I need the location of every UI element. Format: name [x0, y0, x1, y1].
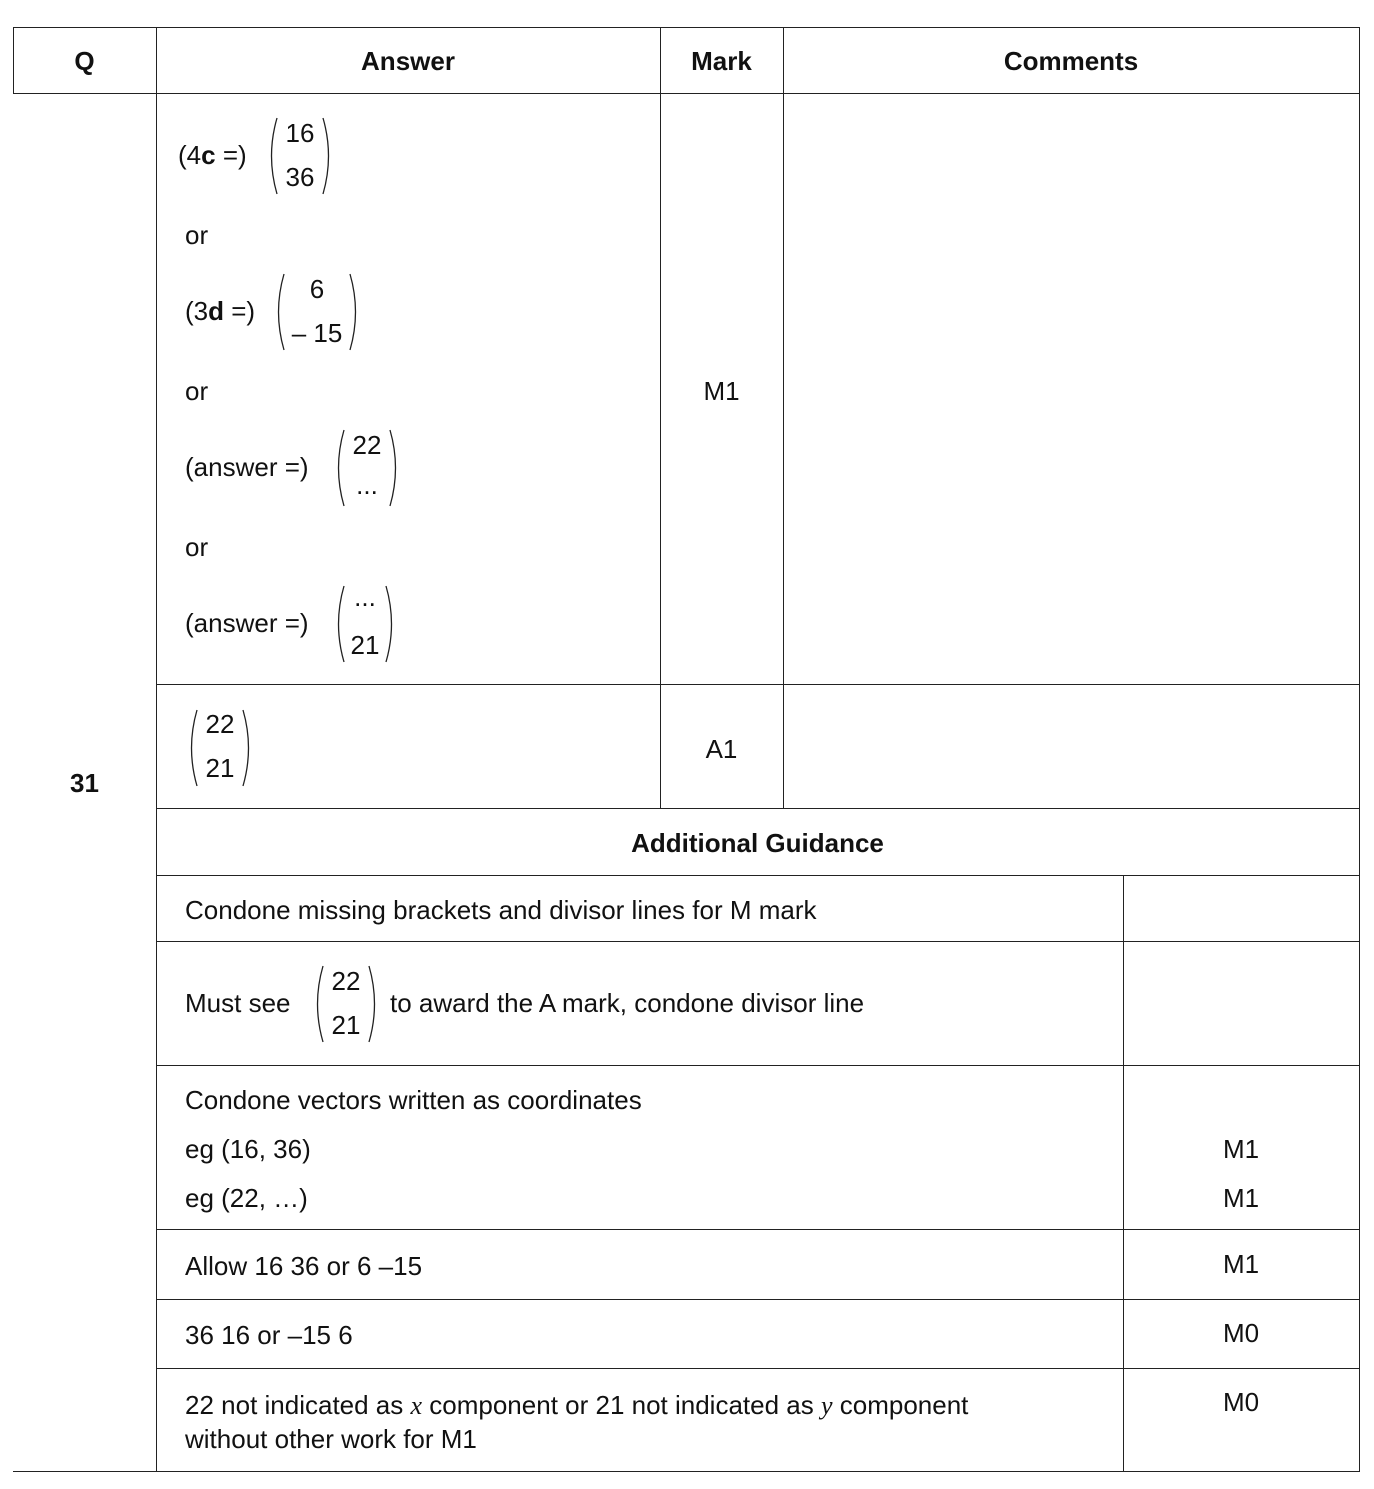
or-label: or — [185, 532, 209, 562]
guidance-row-6-line-1: 22 not indicated as x component or 21 not indicated as y component — [185, 1390, 969, 1420]
header-divider — [13, 93, 1360, 94]
vector-3d — [275, 272, 359, 352]
vector-answer-y — [335, 584, 395, 664]
vector-bottom: 36 — [285, 162, 315, 192]
guidance-row-4: Allow 16 36 or 6 –15 — [185, 1251, 423, 1281]
guidance-row-4-mark: M1 — [1222, 1249, 1260, 1279]
a1-mark: A1 — [705, 734, 738, 764]
vector-top: 6 — [309, 274, 325, 304]
vector-top: 22 — [205, 709, 235, 739]
vector-answer-x — [335, 428, 399, 508]
header-answer: Answer — [361, 46, 455, 76]
vector-final-answer — [188, 708, 252, 788]
row-divider — [156, 684, 1360, 685]
vector-top: ... — [354, 582, 376, 612]
vector-bottom: ... — [356, 470, 378, 500]
guidance-row-5-mark: M0 — [1222, 1318, 1260, 1348]
header-q: Q — [74, 46, 95, 76]
column-divider — [1123, 875, 1124, 1472]
question-number: 31 — [70, 768, 99, 798]
or-label: or — [185, 376, 209, 406]
guidance-row-3-line-2: eg (16, 36) — [185, 1134, 311, 1164]
table-border-bottom — [13, 1471, 1360, 1472]
table-border-top — [13, 27, 1360, 28]
guidance-row-3-line-3: eg (22, …) — [185, 1183, 308, 1213]
column-divider — [783, 27, 784, 809]
m1-mark: M1 — [703, 376, 740, 406]
guidance-row-3-line-1: Condone vectors written as coordinates — [185, 1085, 642, 1115]
answer-label: (answer =) — [185, 452, 309, 482]
answer-3d-label: (3d =) — [185, 296, 256, 326]
guidance-row-3-mark-3: M1 — [1222, 1183, 1260, 1213]
guidance-title: Additional Guidance — [631, 828, 884, 858]
guidance-row-6-line-2: without other work for M1 — [185, 1424, 477, 1454]
vector-bottom: 21 — [205, 753, 235, 783]
guidance-row-5: 36 16 or –15 6 — [185, 1320, 353, 1350]
vector-bottom: – 15 — [291, 318, 343, 348]
header-mark: Mark — [691, 46, 752, 76]
answer-4c-label: (4c =) — [178, 140, 247, 170]
vector-top: 22 — [352, 430, 382, 460]
or-label: or — [185, 220, 209, 250]
row-divider — [156, 1065, 1360, 1066]
guidance-row-3-mark-2: M1 — [1222, 1134, 1260, 1164]
row-divider — [156, 875, 1360, 876]
header-comments: Comments — [1003, 46, 1139, 76]
vector-bottom: 21 — [350, 630, 380, 660]
table-border-right — [1359, 27, 1360, 1472]
vector-4c — [268, 116, 332, 196]
row-divider — [156, 1299, 1360, 1300]
row-divider — [156, 1229, 1360, 1230]
vector-top: 16 — [285, 118, 315, 148]
row-divider — [156, 1368, 1360, 1369]
row-divider — [156, 941, 1360, 942]
guidance-row-2-after: to award the A mark, condone divisor line — [390, 988, 865, 1018]
guidance-row-6-mark: M0 — [1222, 1387, 1260, 1417]
vector-guidance — [314, 964, 378, 1044]
vector-bottom: 21 — [331, 1010, 361, 1040]
row-divider — [156, 808, 1360, 809]
vector-top: 22 — [331, 966, 361, 996]
guidance-row-1: Condone missing brackets and divisor lines for M mark — [185, 895, 817, 925]
answer-label: (answer =) — [185, 608, 309, 638]
column-divider — [156, 27, 157, 1472]
column-divider — [660, 27, 661, 809]
guidance-row-2-before: Must see — [185, 988, 291, 1018]
